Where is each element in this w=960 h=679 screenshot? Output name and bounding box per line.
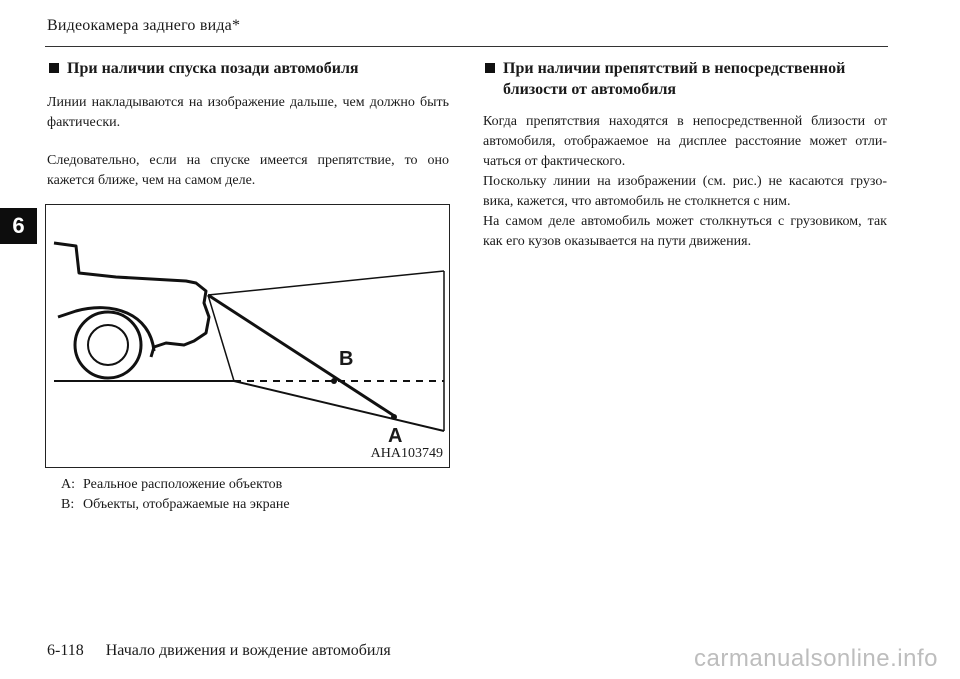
label-a: A bbox=[388, 425, 403, 447]
wheel-hub bbox=[88, 325, 128, 365]
paragraph: Когда препятствия находятся в непосредственной близости от автомобиля, отображаемое на дисплее расстояние может отли-чаться от фактического. bbox=[483, 114, 887, 169]
page-number: 6-118 bbox=[47, 642, 84, 659]
legend-item bbox=[61, 495, 290, 515]
figure-code: AHA103749 bbox=[370, 446, 443, 461]
legend-text: Реальное расположение объектов bbox=[83, 477, 283, 492]
label-b: B bbox=[339, 348, 354, 370]
figure-illustration bbox=[45, 204, 450, 468]
figure-legend bbox=[61, 475, 290, 515]
paragraph: Поскольку линии на изображении (см. рис.) не касаются грузо-вика, кажется, что автомобиль не столкнется с ним. bbox=[483, 174, 887, 209]
camera-view-upper bbox=[208, 271, 444, 295]
sight-line bbox=[208, 295, 396, 417]
point-a-marker bbox=[391, 414, 397, 420]
slope-line bbox=[234, 381, 444, 431]
point-b-marker bbox=[331, 378, 337, 384]
section-heading-downslope bbox=[47, 58, 449, 79]
paragraph: Следовательно, если на спуске имеется препятствие, то оно кажется ближе, чем на самом деле. bbox=[47, 153, 449, 188]
legend-text: Объекты, отображаемые на экране bbox=[83, 497, 290, 512]
legend-key: A: bbox=[61, 477, 75, 492]
left-column bbox=[47, 58, 449, 191]
page-footer bbox=[47, 642, 391, 660]
square-bullet-icon bbox=[49, 63, 59, 73]
legend-item bbox=[61, 475, 290, 495]
car-body-outline bbox=[54, 243, 209, 357]
footer-section-title: Начало движения и вождение автомобиля bbox=[105, 642, 391, 659]
running-header: Видеокамера заднего вида* bbox=[47, 17, 241, 34]
watermark[interactable]: carmanualsonline.info bbox=[694, 645, 938, 672]
right-column bbox=[483, 58, 887, 252]
paragraph: Линии накладываются на изображение дальше, чем должно быть фактически. bbox=[47, 95, 449, 130]
heading-text: При наличии препятствий в непосредственной близости от автомобиля bbox=[503, 60, 846, 98]
section-heading-obstacles bbox=[483, 58, 887, 100]
square-bullet-icon bbox=[485, 63, 495, 73]
header-divider bbox=[45, 46, 888, 47]
legend-key: B: bbox=[61, 497, 75, 512]
wheel-tire bbox=[75, 312, 141, 378]
chapter-tab[interactable]: 6 bbox=[0, 208, 37, 244]
heading-text: При наличии спуска позади автомобиля bbox=[67, 60, 359, 77]
paragraph: На самом деле автомобиль может столкнуться с грузовиком, так как его кузов оказывается на пути движения. bbox=[483, 214, 887, 249]
